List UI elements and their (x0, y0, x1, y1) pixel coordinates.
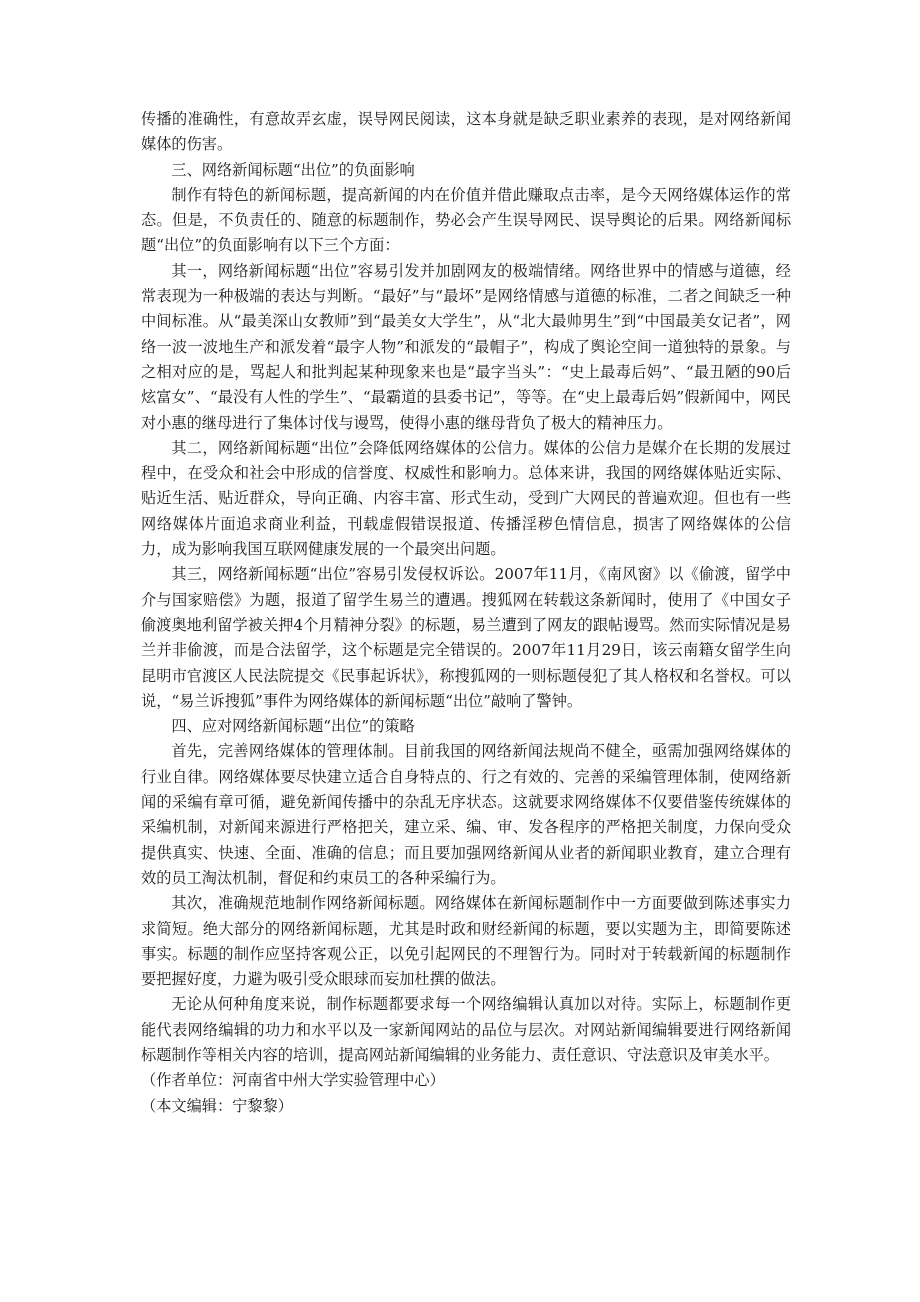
paragraph: 首先，完善网络媒体的管理体制。目前我国的网络新闻法规尚不健全，亟需加强网络媒体的行业自律。网络媒体要尽快建立适合自身特点的、行之有效的、完善的采编管理体制，使网络新闻的采编有章可循，避免新闻传播中的杂乱无序状态。这就要求网络媒体不仅要借鉴传统媒体的采编机制，对新闻来源进行严格把关，建立采、编、审、发各程序的严格把关制度，力保向受众提供真实、快速、全面、准确的信息；而且要加强网络新闻从业者的新闻职业教育，建立合理有效的员工淘汰机制，督促和约束员工的各种采编行为。 (141, 742, 791, 887)
paragraph: 其次，准确规范地制作网络新闻标题。网络媒体在新闻标题制作中一方面要做到陈述事实力求简短。绝大部分的网络新闻标题，尤其是时政和财经新闻的标题，要以实题为主，即简要陈述事实。标题的制作应坚持客观公正，以免引起网民的不理智行为。同时对于转载新闻的标题制作要把握好度，力避为吸引受众眼球而妄加杜撰的做法。 (141, 894, 791, 989)
section-heading-4: 四、应对网络新闻标题“出位”的策略 (171, 717, 415, 736)
paragraph: 制作有特色的新闻标题，提高新闻的内在价值并借此赚取点击率，是今天网络媒体运作的常态。但是，不负责任的、随意的标题制作，势必会产生误导网民、误导舆论的后果。网络新闻标题“出位”的负面影响有以下三个方面： (141, 185, 791, 255)
editor-credit: （本文编辑：宁黎黎） (141, 1096, 293, 1115)
paragraph: 其一，网络新闻标题“出位”容易引发并加剧网友的极端情绪。网络世界中的情感与道德，经常表现为一种极端的表达与判断。“最好”与“最坏”是网络情感与道德的标准，二者之间缺乏一种中间标准。从“最美深山女教师”到“最美女大学生”，从“北大最帅男生”到“中国最美女记者”，网络一波一波地生产和派发着“最字人物”和派发的“最帽子”，构成了舆论空间一道独特的景象。与之相对应的是，骂起人和批判起某种现象来也是“最字当头”：“史上最毒后妈”、“最丑陋的90后炫富女”、“最没有人性的学生”、“最霸道的县委书记”，等等。在“史上最毒后妈”假新闻中，网民对小惠的继母进行了集体讨伐与谩骂，使得小惠的继母背负了极大的精神压力。 (141, 261, 791, 432)
paragraph: 其二，网络新闻标题“出位”会降低网络媒体的公信力。媒体的公信力是媒介在长期的发展过程中，在受众和社会中形成的信誉度、权威性和影响力。总体来讲，我国的网络媒体贴近实际、贴近生活、贴近群众，导向正确、内容丰富、形式生动，受到广大网民的普遍欢迎。但也有一些网络媒体片面追求商业利益，刊载虚假错误报道、传播淫秽色情信息，损害了网络媒体的公信力，成为影响我国互联网健康发展的一个最突出问题。 (141, 438, 791, 559)
paragraph: 无论从何种角度来说，制作标题都要求每一个网络编辑认真加以对待。实际上，标题制作更能代表网络编辑的功力和水平以及一家新闻网站的品位与层次。对网站新闻编辑要进行网络新闻标题制作等相关内容的培训，提高网站新闻编辑的业务能力、责任意识、守法意识及审美水平。 (141, 995, 791, 1064)
paragraph: 其三，网络新闻标题“出位”容易引发侵权诉讼。2007年11月，《南风窗》以《偷渡，留学中介与国家赔偿》为题，报道了留学生易兰的遭遇。搜狐网在转载这条新闻时，使用了《中国女子偷渡奥地利留学被关押4个月精神分裂》的标题，易兰遭到了网友的跟帖谩骂。然而实际情况是易兰并非偷渡，而是合法留学，这个标题是完全错误的。2007年11月29日，该云南籍女留学生向昆明市官渡区人民法院提交《民事起诉状》，称搜狐网的一则标题侵犯了其人格权和名誉权。可以说，“易兰诉搜狐”事件为网络媒体的新闻标题“出位”敲响了警钟。 (141, 565, 791, 710)
section-heading-3: 三、网络新闻标题“出位”的负面影响 (171, 160, 415, 179)
paragraph-continuation: 传播的准确性，有意故弄玄虚，误导网民阅读，这本身就是缺乏职业素养的表现，是对网络新闻媒体的伤害。 (141, 110, 791, 154)
article-body (141, 107, 791, 1119)
author-unit: （作者单位：河南省中州大学实验管理中心） (141, 1071, 445, 1090)
